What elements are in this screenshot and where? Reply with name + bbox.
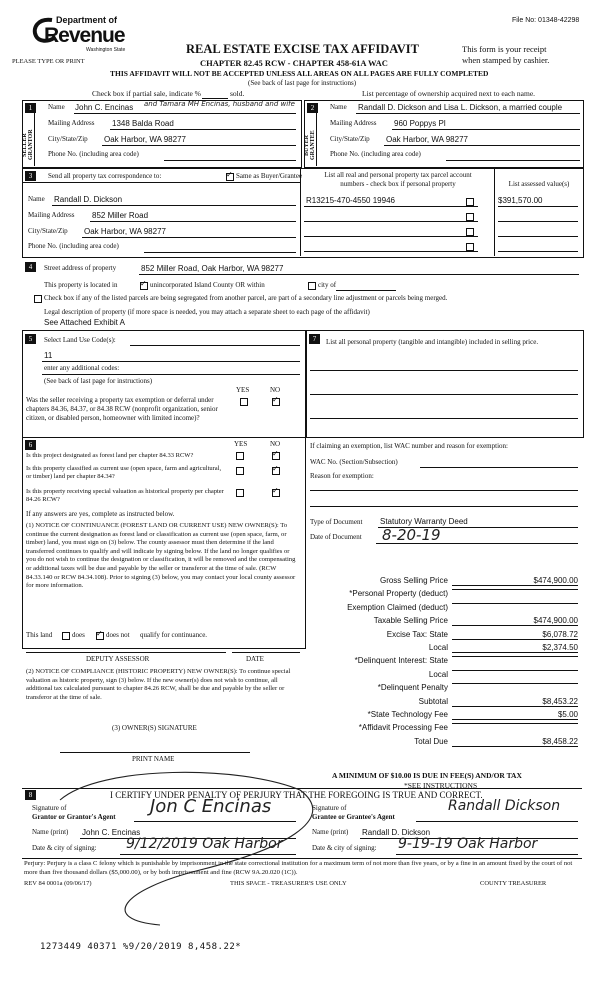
land-use-see-back: (See back of last page for instructions) (44, 377, 153, 385)
logo-state: Washington State (86, 47, 126, 53)
fee-label: *State Technology Fee (367, 710, 448, 719)
parcel-4-personal-checkbox[interactable] (466, 243, 474, 251)
corr-address-label: Mailing Address (28, 211, 75, 219)
grantee-print-name[interactable]: Randall D. Dickson (362, 828, 431, 837)
perjury-statement: Perjury: Perjury is a class C felony which is punishable by imprisonment in the state correctional institution for a maximum term of not more than five years, or by a fine in an amount fixed by the court of not more than five thousand dollars ($5,000.00), or by both imprisonment and fine (RCW 9A.20.020 (1C)). (24, 860, 573, 876)
buyer-vert-label: BUYER GRANTEE (304, 130, 316, 160)
please-type: PLEASE TYPE OR PRINT (12, 58, 85, 65)
form-subtitle: CHAPTER 82.45 RCW - CHAPTER 458-61A WAC (200, 58, 388, 68)
fee-label: *Affidavit Processing Fee (358, 723, 448, 733)
grantor-name-label: Name (print) (32, 828, 69, 836)
warning-banner: THIS AFFIDAVIT WILL NOT BE ACCEPTED UNLESS ALL AREAS ON ALL PAGES ARE FULLY COMPLETED (110, 69, 489, 78)
street-address[interactable]: 852 Miller Road, Oak Harbor, WA 98277 (141, 264, 284, 273)
parcel-1-personal-checkbox[interactable] (466, 198, 474, 206)
exemption-claim-label: If claiming an exemption, list WAC number and reason for exemption: (310, 442, 508, 450)
grantor-print-name[interactable]: John C. Encinas (82, 828, 141, 837)
sec5-no-header: NO (270, 386, 281, 394)
fee-label: *Personal Property (deduct) (349, 589, 448, 599)
fee-value[interactable]: $5.00 (452, 710, 578, 720)
parcel-header (304, 171, 492, 189)
unincorporated-checkbox[interactable] (140, 282, 148, 290)
exemption-question: Was the seller receiving a property tax exemption or deferral under chapters 84.36, 84.37, or 84.38 RCW (nonprofit organization, senior citizen, or disabled person, homeowner with limited income)? (26, 396, 218, 422)
fee-label: Local (428, 643, 448, 652)
wac-label: WAC No. (Section/Subsection) (310, 458, 398, 466)
receipt-stamp: 1273449 40371 %9/20/2019 8,458.22* (40, 942, 242, 952)
parcel-number[interactable]: R13215-470-4550 19946 (306, 196, 395, 205)
forest-yes-checkbox[interactable] (236, 452, 244, 460)
see-instructions: *SEE INSTRUCTIONS (404, 781, 478, 790)
receipt-note-2: when stamped by cashier. (462, 55, 550, 65)
personal-property-label: List all personal property (tangible and intangible) included in selling price. (326, 338, 539, 346)
fee-label: *Delinquent Interest: State (354, 656, 448, 666)
fee-label: *Delinquent Penalty (377, 683, 448, 693)
seller-name-label: Name (48, 103, 65, 111)
legal-description[interactable]: See Attached Exhibit A (44, 318, 125, 327)
fee-value[interactable]: $8,458.22 (452, 737, 578, 747)
historic-yes-checkbox[interactable] (236, 489, 244, 497)
seller-phone-label: Phone No. (including area code) (48, 150, 139, 158)
section-8-badge: 8 (25, 790, 36, 800)
corr-city[interactable]: Oak Harbor, WA 98277 (84, 227, 166, 236)
city-of-checkbox[interactable] (308, 282, 316, 290)
signature-loop-mark (40, 760, 340, 930)
street-label: Street address of property (44, 264, 117, 272)
additional-codes-label: enter any additional codes: (44, 364, 120, 372)
parcel-3-personal-checkbox[interactable] (466, 228, 474, 236)
parcel-header-line-1: List all real and personal property tax parcel account (324, 171, 472, 179)
correspondence-header: Send all property tax correspondence to: (48, 172, 162, 180)
fee-label: Subtotal (418, 696, 448, 706)
grantee-date-city[interactable]: 9-19-19 Oak Harbor (398, 836, 538, 852)
grantee-sig-label-1: Signature of (312, 804, 347, 812)
fee-value[interactable] (452, 656, 578, 657)
notice-compliance: (2) NOTICE OF COMPLIANCE (HISTORIC PROPERTY) NEW OWNER(S): To continue special valuation as historic property, sign (3) below. If the new owner(s) does not wish to continue, all additional tax calculated pursuant to chapter 84.26 RCW, shall be due and payable by the seller or transferor at the time of sale. (26, 668, 291, 701)
seller-city[interactable]: Oak Harbor, WA 98277 (104, 135, 186, 144)
parcel-2-personal-checkbox[interactable] (466, 213, 474, 221)
fee-value[interactable]: $6,078.72 (452, 630, 578, 640)
fee-value[interactable] (452, 683, 578, 684)
grantee-signature[interactable]: Randall Dickson (448, 798, 561, 814)
fee-label: Total Due (414, 736, 448, 746)
city-of-label: city of (318, 281, 337, 289)
file-number: File No: 01348-42298 (512, 17, 580, 24)
current-use-question: Is this property classified as current use (open space, farm and agricultural, or timber) land per chapter 84.34? (26, 465, 222, 480)
seller-address-label: Mailing Address (48, 119, 95, 127)
land-does-not-checkbox[interactable] (96, 632, 104, 640)
grantee-sig-label-2: Grantee or Grantee's Agent (312, 813, 395, 821)
grantor-signature[interactable]: Jon C Encinas (150, 796, 272, 817)
land-does-not-label: does not (106, 631, 130, 639)
exemption-yes-checkbox[interactable] (240, 398, 248, 406)
fee-label: Gross Selling Price (379, 576, 448, 585)
form-title: REAL ESTATE EXCISE TAX AFFIDAVIT (186, 42, 419, 56)
certify-statement: I CERTIFY UNDER PENALTY OF PERJURY THAT THE FOREGOING IS TRUE AND CORRECT. (110, 790, 483, 800)
print-name-label: PRINT NAME (132, 755, 175, 763)
partial-sale-sold: sold. (230, 89, 245, 98)
buyer-address-label: Mailing Address (330, 119, 377, 127)
assessed-header: List assessed value(s) (508, 180, 570, 188)
owner-signature-label: (3) OWNER(S) SIGNATURE (112, 724, 197, 732)
same-as-buyer-label: Same as Buyer/Grantee (236, 172, 303, 180)
land-use-label: Select Land Use Code(s): (44, 336, 116, 344)
fee-value[interactable]: $8,453.22 (452, 697, 578, 707)
if-yes-note: If any answers are yes, complete as instructed below. (26, 510, 175, 518)
unincorporated-label: unincorporated Island County OR within (150, 281, 265, 289)
fee-value[interactable] (452, 603, 578, 604)
fee-value[interactable]: $474,900.00 (452, 616, 578, 626)
located-label: This property is located in (44, 281, 118, 289)
historic-no-checkbox[interactable] (272, 489, 280, 497)
fee-label: Local (428, 669, 448, 679)
fee-value[interactable]: $2,374.50 (452, 643, 578, 653)
deputy-assessor-label: DEPUTY ASSESSOR (86, 655, 150, 663)
doc-type-label: Type of Document (310, 518, 363, 526)
segregated-label: Check box if any of the listed parcels are being segregated from another parcel, are part of a secondary line adjustment or parcels being merged. (44, 294, 448, 302)
grantor-date-city[interactable]: 9/12/2019 Oak Harbor (126, 836, 283, 852)
buyer-phone-label: Phone No. (including area code) (330, 150, 421, 158)
buyer-address[interactable]: 960 Poppys Pl (394, 119, 446, 128)
buyer-name[interactable]: Randall D. Dickson and Lisa L. Dickson, a married couple (358, 103, 563, 112)
rev-number: REV 84 0001a (09/06/17) (24, 880, 92, 887)
qualify-label: qualify for continuance. (140, 631, 208, 639)
see-back-note: (See back of last page for instructions) (248, 79, 357, 87)
current-use-no-checkbox[interactable] (272, 467, 280, 475)
buyer-name-label: Name (330, 103, 347, 111)
assessed-value[interactable]: $391,570.00 (498, 196, 543, 205)
seller-address[interactable]: 1348 Balda Road (112, 119, 174, 128)
corr-phone-label: Phone No. (including area code) (28, 242, 119, 250)
fee-label: Exemption Claimed (deduct) (347, 602, 448, 612)
fee-label: Taxable Selling Price (373, 616, 448, 626)
historic-question: Is this property receiving special valuation as historical property per chapter 84.26 RCW? (26, 488, 224, 503)
sec5-yes-header: YES (236, 386, 250, 394)
buyer-city[interactable]: Oak Harbor, WA 98277 (386, 135, 468, 144)
county-treasurer-label: COUNTY TREASURER (480, 880, 547, 887)
land-does-checkbox[interactable] (62, 632, 70, 640)
buyer-city-label: City/State/Zip (330, 135, 370, 143)
doc-type[interactable]: Statutory Warranty Deed (380, 517, 468, 526)
doc-date[interactable]: 8-20-19 (382, 526, 441, 544)
corr-address[interactable]: 852 Miller Road (92, 211, 149, 220)
current-use-yes-checkbox[interactable] (236, 467, 244, 475)
legal-desc-label: Legal description of property (if more space is needed, you may attach a separate sheet to each page of the affidavit) (44, 308, 370, 316)
section-1-badge: 1 (25, 103, 36, 113)
section-5-badge: 5 (25, 334, 36, 344)
exemption-no-checkbox[interactable] (272, 398, 280, 406)
land-does-label: does (72, 631, 85, 639)
fee-label: Excise Tax: State (386, 629, 448, 639)
section-3-badge: 3 (25, 171, 36, 181)
treasurer-use-only: THIS SPACE - TREASURER'S USE ONLY (230, 880, 347, 887)
corr-city-label: City/State/Zip (28, 227, 68, 235)
doc-date-label: Date of Document (310, 533, 362, 541)
grantor-sig-label-1: Signature of (32, 804, 67, 812)
deputy-date-label: DATE (246, 655, 264, 663)
grantee-name-label: Name (print) (312, 828, 349, 836)
seller-city-label: City/State/Zip (48, 135, 88, 143)
receipt-note-1: This form is your receipt (462, 44, 547, 54)
ownership-note: List percentage of ownership acquired next to each name. (362, 89, 536, 98)
corr-name[interactable]: Randall D. Dickson (54, 195, 123, 204)
partial-sale-label: Check box if partial sale, indicate % (92, 89, 201, 98)
this-land-label: This land (26, 631, 53, 639)
seller-name: John C. Encinas (75, 103, 134, 112)
reason-label: Reason for exemption: (310, 472, 374, 480)
fee-value[interactable]: $474,900.00 (452, 576, 578, 586)
sec6-no-header: NO (270, 440, 281, 448)
forest-question: Is this project designated as forest land per chapter 84.33 RCW? (26, 452, 194, 459)
grantor-sig-label-2: Grantor or Grantor's Agent (32, 813, 116, 821)
seller-name-handwritten: and Tamara MH Encinas, husband and wife (144, 100, 295, 108)
sec6-yes-header: YES (234, 440, 248, 448)
section-6-badge: 6 (25, 440, 36, 450)
section-4-badge: 4 (25, 262, 36, 272)
corr-name-label: Name (28, 195, 45, 203)
forest-no-checkbox[interactable] (272, 452, 280, 460)
segregated-checkbox[interactable] (34, 295, 42, 303)
seller-vert-label: SELLER GRANTOR (22, 129, 34, 161)
land-use-code[interactable]: 11 (44, 351, 53, 360)
fee-value[interactable] (452, 589, 578, 590)
notice-continuance: (1) NOTICE OF CONTINUANCE (FOREST LAND OR CURRENT USE) NEW OWNER(S): To continue the current designation as forest land or classification as current use (open space, farm, or timber) land, you must sign on (3) below. The county assessor must then determine if the land transferred continues to qualify and will indicate by signing below. If the land no longer qualifies or you do not wish to continue the designation or classification, it will be removed and the compensating or additional taxes will be due and payable by the seller or transferor at the time of sale. (RCW 84.33.140 or RCW 84.34.108). Prior to signing (3) below, you may contact your local county assessor for more information. (26, 522, 296, 590)
parcel-header-line-2: numbers - check box if personal property (340, 180, 456, 188)
minimum-note: A MINIMUM OF $10.00 IS DUE IN FEE(S) AND/OR TAX (332, 771, 522, 780)
grantor-date-city-label: Date & city of signing: (32, 844, 97, 852)
same-as-buyer-checkbox[interactable] (226, 173, 234, 181)
fee-value[interactable] (452, 723, 578, 724)
section-7-badge: 7 (309, 334, 320, 344)
grantee-date-city-label: Date & city of signing: (312, 844, 377, 852)
fee-value[interactable] (452, 670, 578, 671)
logo-name: Revenue (44, 24, 125, 47)
logo-dept: Department of (56, 15, 118, 25)
section-2-badge: 2 (307, 103, 318, 113)
